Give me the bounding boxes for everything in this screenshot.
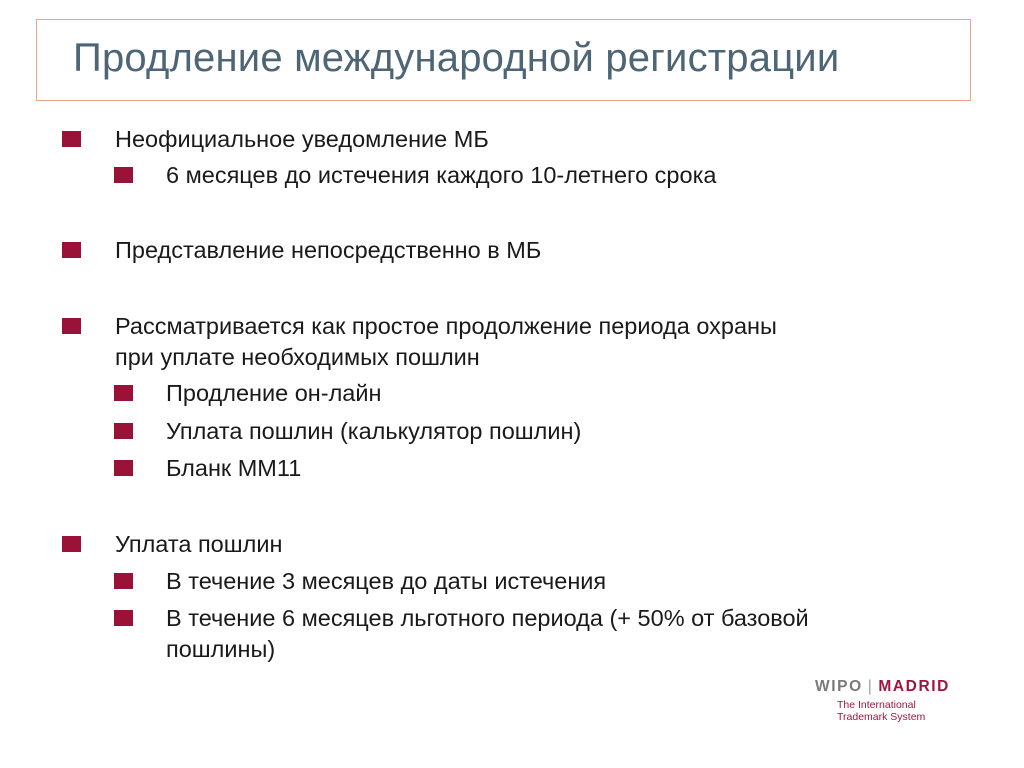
square-bullet-icon bbox=[62, 318, 81, 334]
logo-tagline-line2: Trademark System bbox=[837, 711, 926, 723]
sub-bullet-item bbox=[166, 160, 966, 191]
logo-tagline-line1: The International bbox=[837, 699, 916, 711]
bullet-text: Представление непосредственно в МБ bbox=[115, 237, 542, 263]
square-bullet-icon bbox=[114, 610, 133, 626]
logo-separator: | bbox=[867, 678, 874, 695]
sub-bullet-text: 6 месяцев до истечения каждого 10-летнего срока bbox=[166, 162, 717, 188]
square-bullet-icon bbox=[114, 460, 133, 476]
sub-bullet-item bbox=[166, 566, 966, 597]
bullet-item bbox=[115, 235, 965, 266]
sub-bullet-text-line1: В течение 6 месяцев льготного периода (+ 50% от базовой bbox=[166, 605, 809, 631]
sub-bullet-text: В течение 3 месяцев до даты истечения bbox=[166, 568, 607, 594]
square-bullet-icon bbox=[114, 167, 133, 183]
square-bullet-icon bbox=[62, 536, 81, 552]
wipo-madrid-logo bbox=[815, 678, 975, 728]
sub-bullet-item bbox=[166, 453, 966, 484]
sub-bullet-text: Бланк ММ11 bbox=[166, 455, 302, 481]
logo-wipo-text: WIPO bbox=[815, 678, 863, 695]
sub-bullet-item bbox=[166, 378, 966, 409]
sub-bullet-text: Продление он-лайн bbox=[166, 380, 382, 406]
slide-title: Продление международной регистрации bbox=[73, 36, 840, 80]
bullet-text-line2: при уплате необходимых пошлин bbox=[115, 344, 480, 370]
bullet-item bbox=[115, 311, 965, 373]
square-bullet-icon bbox=[114, 573, 133, 589]
bullet-text-line1: Рассматривается как простое продолжение периода охраны bbox=[115, 313, 777, 339]
square-bullet-icon bbox=[114, 385, 133, 401]
sub-bullet-item bbox=[166, 603, 966, 665]
logo-wordmark bbox=[815, 678, 975, 696]
bullet-text: Неофициальное уведомление МБ bbox=[115, 126, 489, 152]
square-bullet-icon bbox=[62, 242, 81, 258]
bullet-text: Уплата пошлин bbox=[115, 531, 283, 557]
square-bullet-icon bbox=[62, 131, 81, 147]
logo-madrid-text: MADRID bbox=[878, 678, 950, 695]
square-bullet-icon bbox=[114, 423, 133, 439]
bullet-item bbox=[115, 529, 965, 560]
sub-bullet-text-line2: пошлины) bbox=[166, 636, 276, 662]
bullet-item bbox=[115, 124, 965, 155]
sub-bullet-item bbox=[166, 416, 966, 447]
logo-tagline bbox=[837, 699, 925, 723]
sub-bullet-text: Уплата пошлин (калькулятор пошлин) bbox=[166, 418, 582, 444]
